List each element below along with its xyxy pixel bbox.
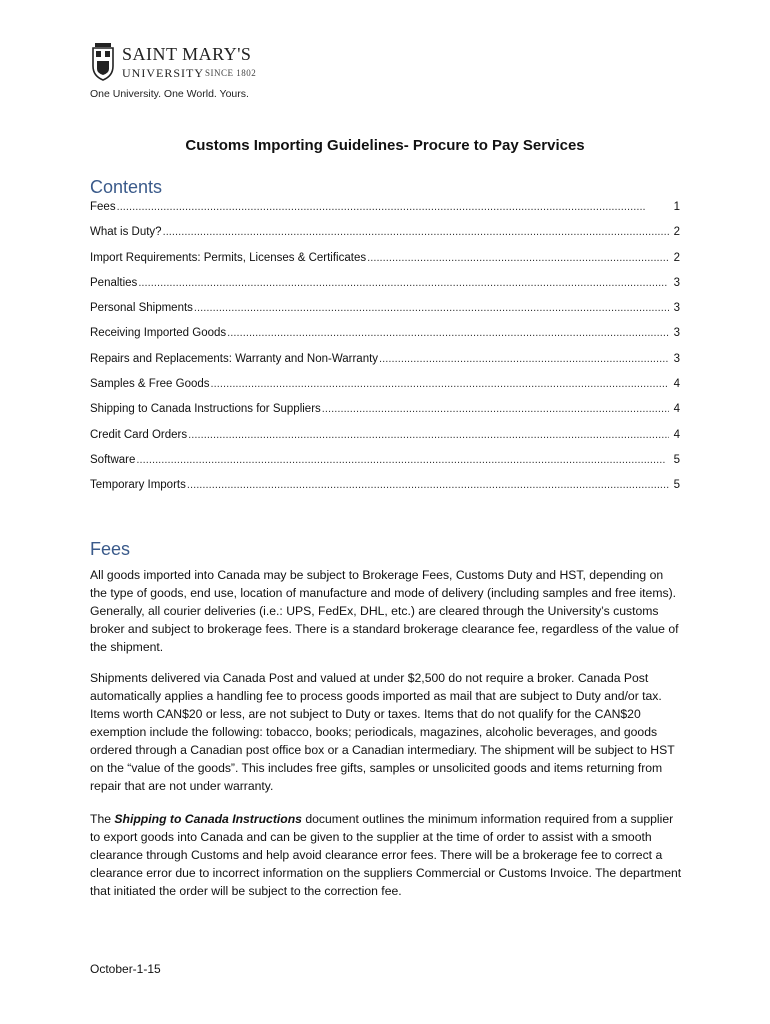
paragraph-prefix: The [90, 812, 115, 826]
fees-paragraph-3 [90, 810, 682, 900]
toc-leader [194, 302, 669, 314]
toc-item[interactable] [90, 327, 680, 352]
toc-item[interactable] [90, 403, 680, 428]
toc-item-page: 3 [673, 352, 680, 365]
toc-item[interactable] [90, 378, 680, 403]
toc-item[interactable] [90, 302, 680, 327]
toc-item[interactable] [90, 353, 680, 378]
toc-item[interactable] [90, 454, 680, 479]
toc-item-page: 3 [673, 302, 680, 315]
toc-item-label: What is Duty? [90, 226, 162, 239]
crest-icon [90, 42, 116, 82]
toc-item-page: 2 [673, 251, 680, 264]
toc-item-label: Penalties [90, 276, 138, 289]
toc-leader [163, 226, 669, 238]
toc-item-label: Credit Card Orders [90, 428, 188, 441]
toc-item-label: Import Requirements: Permits, Licenses & Certificates [90, 251, 367, 264]
toc-item-label: Samples & Free Goods [90, 378, 210, 391]
toc-item-label: Temporary Imports [90, 479, 186, 492]
footer-date: October-1-15 [90, 962, 161, 976]
toc-item-page: 4 [673, 378, 680, 391]
toc-leader [211, 378, 669, 390]
toc-leader [227, 327, 669, 339]
fees-heading: Fees [90, 539, 131, 559]
fees-paragraph-2: Shipments delivered via Canada Post and valued at under $2,500 do not require a broker. Canada Post automatically applies a handling fee to process goods imported as mail that are subject to Duty and/or tax. Items worth CAN$20 or less, are not subject to Duty or taxes. Items that do not qualify for the CAN$20 exemption include the following: tobacco, books; periodicals, magazines, alcoholic beverages, and goods ordered through a Canadian post office box or a Canadian intermediary. The shipment will be subject to HST on the “value of the goods”. This includes free gifts, samples or unsolicited goods and items returning from repair that are not under warranty. [90, 671, 675, 793]
table-of-contents [90, 201, 680, 505]
toc-item[interactable] [90, 252, 680, 277]
toc-leader [188, 429, 669, 441]
document-title: Customs Importing Guidelines- Procure to Pay Services [185, 137, 585, 154]
fees-paragraph-1: All goods imported into Canada may be subject to Brokerage Fees, Customs Duty and HST, depending on the type of goods, end use, location of manufacture and mode of delivery (including samples and free items). Generally, all courier deliveries (i.e.: UPS, FedEx, DHL, etc.) are cleared through the University’s customs broker and subject to brokerage fees. There is a standard brokerage clearance fee, regardless of the value of the shipment. [90, 568, 679, 654]
logo-university: UNIVERSITY [122, 66, 204, 80]
toc-item[interactable] [90, 429, 680, 454]
toc-leader [322, 403, 669, 415]
toc-item-label: Receiving Imported Goods [90, 327, 227, 340]
toc-item-page: 4 [673, 403, 680, 416]
toc-leader [136, 454, 669, 466]
toc-item-page: 5 [673, 479, 680, 492]
toc-item-page: 3 [673, 327, 680, 340]
toc-leader [367, 252, 669, 264]
toc-item-label: Personal Shipments [90, 302, 193, 315]
toc-item-page: 4 [673, 428, 680, 441]
toc-item-label: Repairs and Replacements: Warranty and Non-Warranty [90, 352, 379, 365]
toc-item[interactable] [90, 201, 680, 226]
logo-since: SINCE 1802 [205, 68, 257, 78]
toc-leader [138, 277, 669, 289]
toc-item-page: 5 [673, 453, 680, 466]
toc-leader [379, 353, 669, 365]
toc-item-label: Fees [90, 201, 116, 213]
toc-leader [187, 479, 669, 491]
shipping-instructions-reference: Shipping to Canada Instructions [114, 812, 302, 826]
toc-item-page: 3 [673, 276, 680, 289]
contents-heading: Contents [90, 177, 163, 197]
toc-leader [117, 201, 669, 213]
toc-item[interactable] [90, 277, 680, 302]
logo-tagline: One University. One World. Yours. [90, 88, 249, 100]
toc-item-page: 2 [673, 226, 680, 239]
toc-item-label: Shipping to Canada Instructions for Suppliers [90, 403, 321, 416]
toc-item[interactable] [90, 479, 680, 504]
toc-item-page: 1 [673, 201, 680, 213]
paragraph-rest: document outlines the minimum information required from a supplier to export goods into Canada and can be given to the supplier at the time of order to assist with a smooth clearance through Customs and help avoid clearance error fees. There will be a brokerage fee to correct a clearance error due to incorrect information on the suppliers Commercial or Customs Invoice. The department that initiated the order will be subject to the correction fee. [90, 812, 682, 898]
toc-item[interactable] [90, 226, 680, 251]
logo-name: SAINT MARY'S [122, 44, 252, 64]
toc-item-label: Software [90, 453, 136, 466]
